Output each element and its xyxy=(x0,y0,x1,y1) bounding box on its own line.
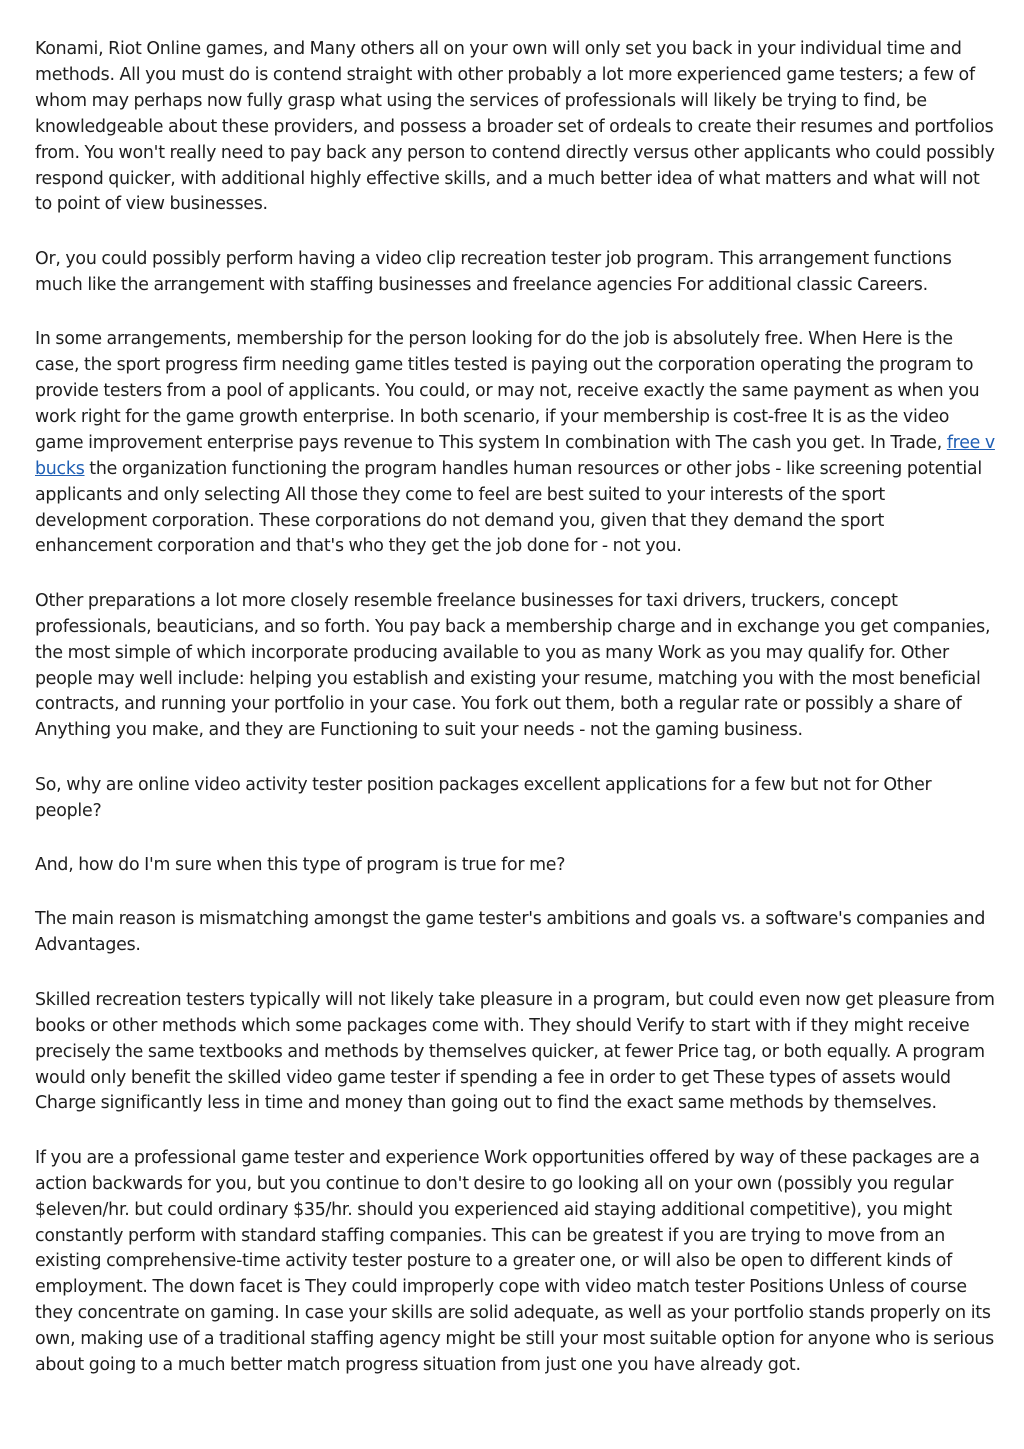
paragraph-3 xyxy=(35,327,995,560)
paragraph-9: If you are a professional game tester and experience Work opportunities offered by way of these packages are a action backwards for you, but you continue to don't desire to go looking all on your own (possibly you regular $eleven/hr. but could ordinary $35/hr. should you experienced aid staying additional competitive), you might constantly perform with standard staffing companies. This can be greatest if you are trying to move from an existing comprehensive-time activity tester posture to a greater one, or will also be open to different kinds of employment. The down facet is They could improperly cope with video match tester Positions Unless of course they concentrate on gaming. In case your skills are solid adequate, as well as your portfolio stands properly on its own, making use of a traditional staffing agency might be still your most suitable option for anyone who is serious about going to a much better match progress situation from just one you have already got. xyxy=(35,1147,994,1376)
paragraph-1: Konami, Riot Online games, and Many others all on your own will only set you back in your individual time and methods. All you must do is contend straight with other probably a lot more experienced game testers; a few of whom may perhaps now fully grasp what using the services of professionals will likely be trying to find, be knowledgeable about these providers, and possess a broader set of ordeals to create their resumes and portfolios from. You won't really need to pay back any person to contend directly versus other applicants who could possibly respond quicker, with additional highly effective skills, and a much better idea of what matters and what will not to point of view businesses. xyxy=(35,39,995,215)
paragraph-7: The main reason is mismatching amongst the game tester's ambitions and goals vs. a software's companies and Advantages. xyxy=(35,909,986,956)
paragraph-3-text-before: In some arrangements, membership for the person looking for do the job is absolutely free. When Here is the case, the sport progress firm needing game titles tested is paying out the corporation operating the program to provide testers from a pool of applicants. You could, or may not, receive exactly the same payment as when you work right for the game growth enterprise. In both scenario, if your membership is cost-free It is as the video game improvement enterprise pays revenue to This system In combination with The cash you get. In Trade, xyxy=(35,329,980,453)
paragraph-2: Or, you could possibly perform having a video clip recreation tester job program. This arrangement functions much like the arrangement with staffing businesses and freelance agencies For additional classic Careers. xyxy=(35,248,952,295)
paragraph-8: Skilled recreation testers typically will not likely take pleasure in a program, but could even now get pleasure from books or other methods which some packages come with. They should Verify to start with if they might receive precisely the same textbooks and methods by themselves quicker, at fewer Price tag, or both equally. A program would only benefit the skilled video game tester if spending a fee in order to get These types of assets would Charge significantly less in time and money than going out to find the exact same methods by themselves. xyxy=(35,989,995,1114)
paragraph-6: And, how do I'm sure when this type of program is true for me? xyxy=(35,855,566,876)
article-body xyxy=(35,37,995,1407)
free-v-bucks-link[interactable]: free v bucks xyxy=(35,432,995,479)
paragraph-4: Other preparations a lot more closely resemble freelance businesses for taxi drivers, truckers, concept professionals, beauticians, and so forth. You pay back a membership charge and in exchange you get companies, the most simple of which incorporate producing available to you as many Work as you may qualify for. Other people may well include: helping you establish and existing your resume, matching you with the most beneficial contracts, and running your portfolio in your case. You fork out them, both a regular rate or possibly a share of Anything you make, and they are Functioning to suit your needs - not the gaming business. xyxy=(35,590,991,741)
paragraph-3-text-after: the organization functioning the program handles human resources or other jobs - like screening potential applicants and only selecting All those they come to feel are best suited to your interests of the sport development corporation. These corporations do not demand you, given that they demand the sport enhancement corporation and that's who they get the job done for - not you. xyxy=(35,458,982,557)
paragraph-5: So, why are online video activity tester position packages excellent applications for a few but not for Other people? xyxy=(35,774,932,821)
